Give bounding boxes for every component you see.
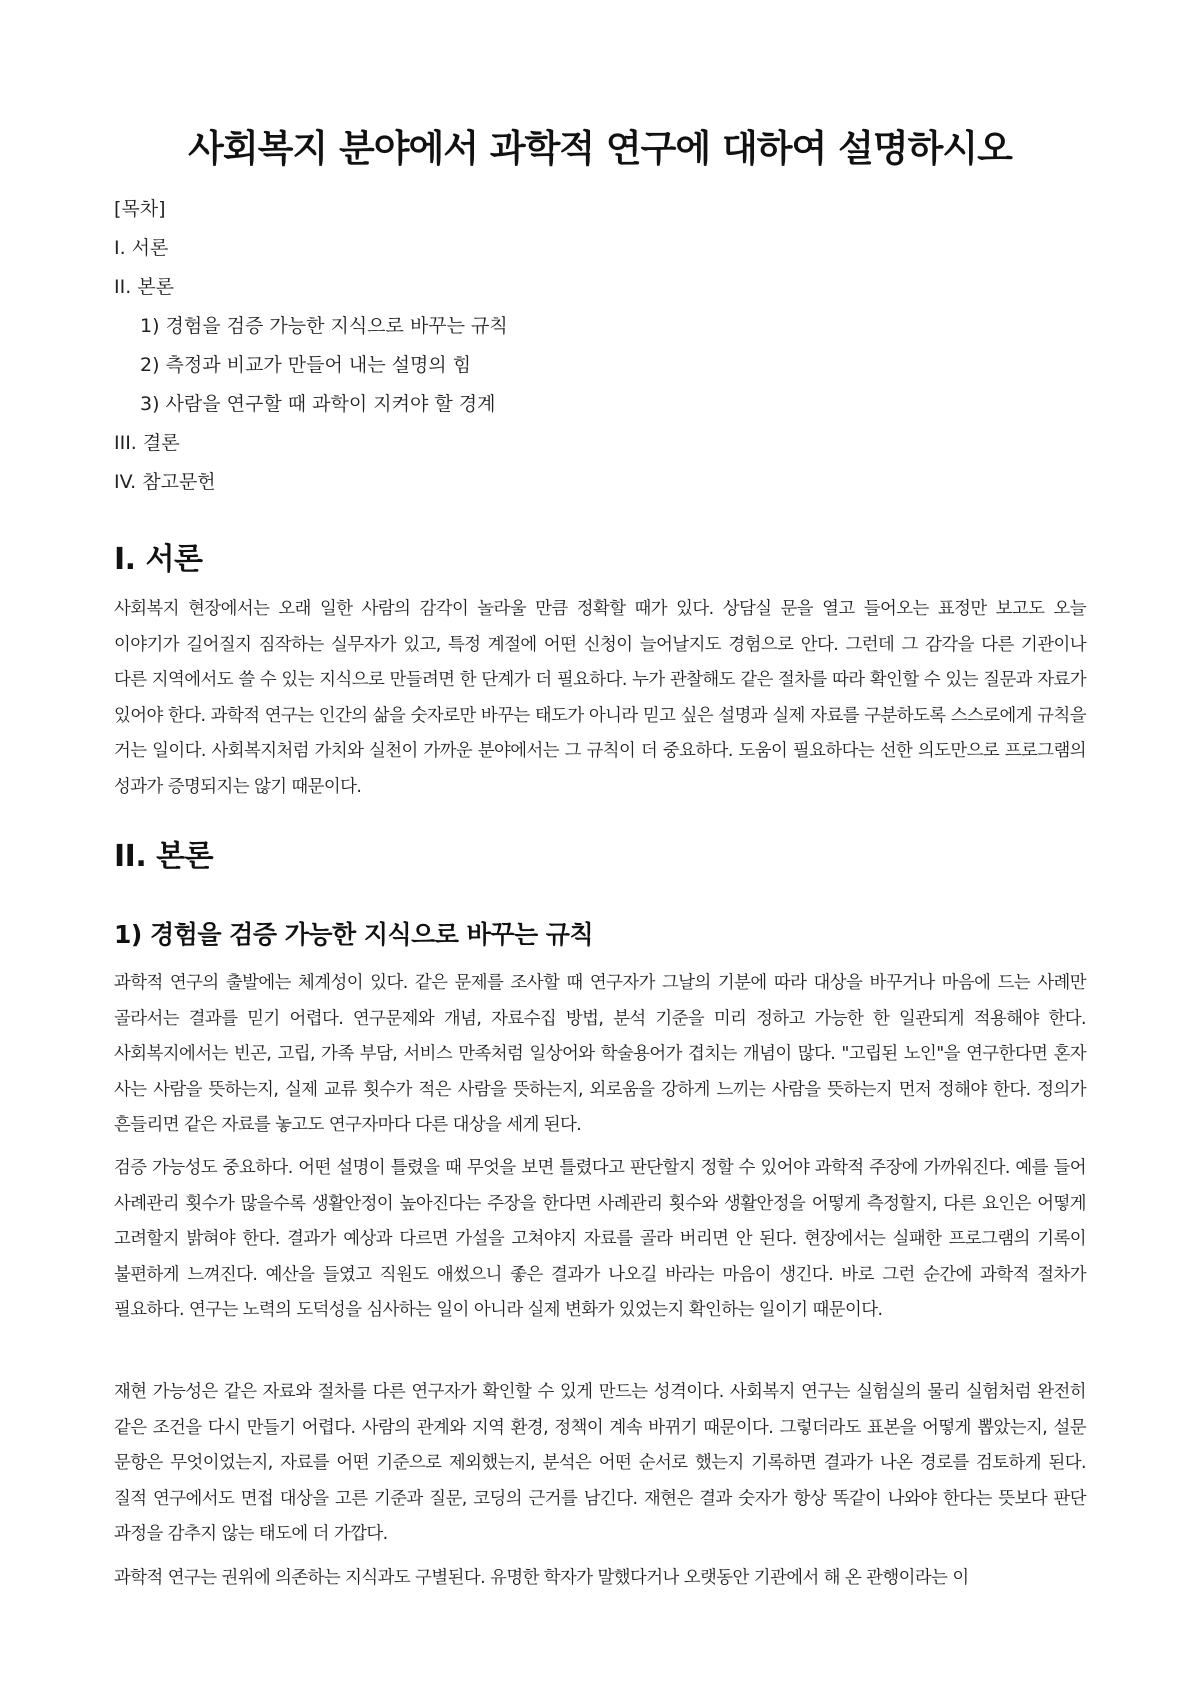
toc-item-references: IV. 참고문헌 — [114, 471, 216, 493]
intro-heading: I. 서론 — [114, 542, 203, 577]
section-1-paragraph-3: 재현 가능성은 같은 자료와 절차를 다른 연구자가 확인할 수 있게 만드는 성격이다. 사회복지 연구는 실험실의 물리 실험처럼 완전히 같은 조건을 다시 만들기 어렵다. 사람의 관계와 지역 환경, 정책이 계속 바뀌기 때문이다. 그렇더라도 표본을 어떻게 뽑았는지, 설문 문항은 무엇이었는지, 자료를 어떤 기준으로 제외했는지, 분석은 어떤 순서로 했는지 기록하면 결과가 나온 경로를 검토하게 된다. 질적 연구에서도 면접 대상을 고른 기준과 질문, 코딩의 근거를 남긴다. 재현은 결과 숫자가 항상 똑같이 나와야 한다는 뜻보다 판단 과정을 감추지 않는 태도에 더 가깝다. — [114, 1382, 1087, 1545]
intro-paragraph: 사회복지 현장에서는 오래 일한 사람의 감각이 놀라울 만큼 정확할 때가 있다. 상담실 문을 열고 들어오는 표정만 보고도 오늘 이야기가 길어질지 짐작하는 실무자가 있고, 특정 계절에 어떤 신청이 늘어날지도 경험으로 안다. 그런데 그 감각을 다른 기관이나 다른 지역에서도 쓸 수 있는 지식으로 만들려면 한 단계가 더 필요하다. 누가 관찰해도 같은 절차를 따라 확인할 수 있는 질문과 자료가 있어야 한다. 과학적 연구는 인간의 삶을 숫자로만 바꾸는 태도가 아니라 믿고 싶은 설명과 실제 자료를 구분하도록 스스로에게 규칙을 거는 일이다. 사회복지처럼 가치와 실천이 가까운 분야에서는 그 규칙이 더 중요하다. 도움이 필요하다는 선한 의도만으로 프로그램의 성과가 증명되지는 않기 때문이다. — [114, 599, 1086, 797]
table-of-contents — [114, 190, 1086, 502]
document-title: 사회복지 분야에서 과학적 연구에 대하여 설명하시오 — [188, 127, 1012, 170]
body-heading: II. 본론 — [114, 839, 214, 874]
toc-item-conclusion: III. 결론 — [114, 432, 180, 454]
section-1-heading: 1) 경험을 검증 가능한 지식으로 바꾸는 규칙 — [114, 920, 594, 949]
section-1-paragraph-1: 과학적 연구의 출발에는 체계성이 있다. 같은 문제를 조사할 때 연구자가 그날의 기분에 따라 대상을 바꾸거나 마음에 드는 사례만 골라서는 결과를 믿기 어렵다. 연구문제와 개념, 자료수집 방법, 분석 기준을 미리 정하고 가능한 한 일관되게 적용해야 한다. 사회복지에서는 빈곤, 고립, 가족 부담, 서비스 만족처럼 일상어와 학술용어가 겹치는 개념이 많다. "고립된 노인"을 연구한다면 혼자 사는 사람을 뜻하는지, 실제 교류 횟수가 적은 사람을 뜻하는지, 외로움을 강하게 느끼는 사람을 뜻하는지 먼저 정해야 한다. 정의가 흔들리면 같은 자료를 놓고도 연구자마다 다른 대상을 세게 된다. — [114, 973, 1086, 1136]
toc-heading: [목차] — [114, 198, 166, 220]
toc-item-intro: I. 서론 — [114, 237, 169, 259]
section-1-paragraph-4: 과학적 연구는 권위에 의존하는 지식과도 구별된다. 유명한 학자가 말했다거나 오랫동안 기관에서 해 온 관행이라는 이 — [114, 1568, 969, 1588]
toc-item-body-2: 2) 측정과 비교가 만들어 내는 설명의 힘 — [140, 354, 472, 376]
toc-item-body: II. 본론 — [114, 276, 174, 298]
section-1-paragraph-2: 검증 가능성도 중요하다. 어떤 설명이 틀렸을 때 무엇을 보면 틀렸다고 판단할지 정할 수 있어야 과학적 주장에 가까워진다. 예를 들어 사례관리 횟수가 많을수록 생활안정이 높아진다는 주장을 한다면 사례관리 횟수와 생활안정을 어떻게 측정할지, 다른 요인은 어떻게 고려할지 밝혀야 한다. 결과가 예상과 다르면 가설을 고쳐야지 자료를 골라 버리면 안 된다. 현장에서는 실패한 프로그램의 기록이 불편하게 느껴진다. 예산을 들였고 직원도 애썼으니 좋은 결과가 나오길 바라는 마음이 생긴다. 바로 그런 순간에 과학적 절차가 필요하다. 연구는 노력의 도덕성을 심사하는 일이 아니라 실제 변화가 있었는지 확인하는 일이기 때문이다. — [114, 1158, 1086, 1321]
toc-item-body-3: 3) 사람을 연구할 때 과학이 지켜야 할 경계 — [140, 393, 496, 415]
toc-item-body-1: 1) 경험을 검증 가능한 지식으로 바꾸는 규칙 — [140, 315, 508, 337]
